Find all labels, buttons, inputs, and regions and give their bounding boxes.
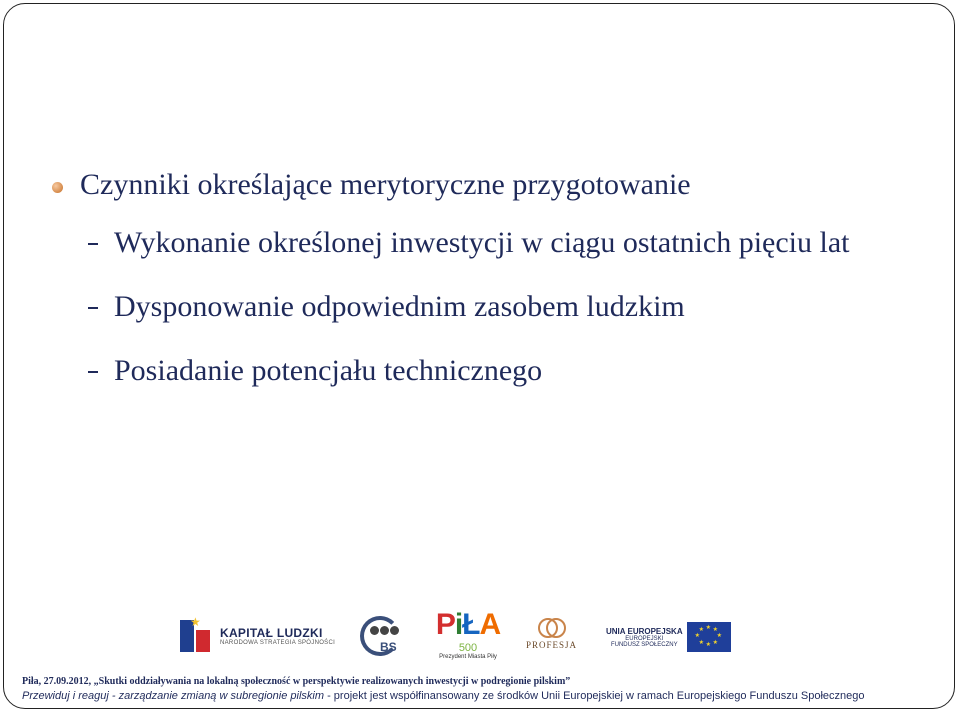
eu-logo	[606, 622, 731, 652]
bullet-dot-icon	[52, 182, 63, 193]
profesja-rings-icon	[536, 614, 566, 640]
dash-icon	[88, 243, 98, 245]
sponsor-logos	[170, 608, 770, 670]
pila-logo-number: 500	[458, 642, 478, 654]
profesja-logo-text: PROFESJA	[526, 640, 578, 650]
sub-bullet-item	[88, 353, 849, 389]
sub-bullet-item	[88, 225, 849, 261]
gbs-logo-text: BS	[380, 640, 397, 654]
footer-project-info	[22, 690, 865, 702]
kapital-ludzki-mark-icon: ★	[180, 616, 214, 656]
eu-logo-line3: FUNDUSZ SPOŁECZNY	[610, 641, 678, 648]
footer-project-title: Przewiduj i reaguj - zarządzanie zmianą w subregionie pilskim	[22, 690, 325, 702]
kapital-ludzki-title: KAPITAŁ LUDZKI	[220, 626, 323, 640]
dash-icon	[88, 307, 98, 309]
pila-logo-caption: Prezydent Miasta Piły	[439, 654, 497, 660]
eu-logo-line2: EUROPEJSKI	[625, 635, 664, 642]
pila-500-logo	[428, 608, 508, 670]
pila-logo-word: PiŁA	[435, 608, 501, 641]
main-bullet	[52, 168, 691, 202]
sub-bullet-list	[88, 225, 849, 417]
profesja-logo	[526, 614, 576, 650]
sub-bullet-item	[88, 289, 849, 325]
eu-logo-line1: UNIA EUROPEJSKA	[606, 626, 683, 636]
gbs-logo	[360, 616, 414, 656]
eu-flag-icon: ★ ★ ★ ★ ★ ★ ★ ★	[687, 622, 731, 652]
sub-bullet-text: Dysponowanie odpowiednim zasobem ludzkim	[114, 290, 685, 323]
dash-icon	[88, 371, 98, 373]
kapital-ludzki-logo	[180, 616, 335, 656]
kapital-ludzki-subtitle: NARODOWA STRATEGIA SPÓJNOŚCI	[220, 640, 336, 646]
main-bullet-text: Czynniki określające merytoryczne przygotowanie	[80, 168, 691, 201]
footer-project-funding: - projekt jest współfinansowany ze środków Unii Europejskiej w ramach Europejskiego Funduszu Społecznego	[324, 690, 865, 702]
footer-event-info: Piła, 27.09.2012, „Skutki oddziaływania na lokalną społeczność w perspektywie realizowanych inwestycji w podregionie pilskim”	[22, 676, 571, 687]
sub-bullet-text: Wykonanie określonej inwestycji w ciągu ostatnich pięciu lat	[114, 226, 850, 259]
sub-bullet-text: Posiadanie potencjału technicznego	[114, 354, 543, 387]
